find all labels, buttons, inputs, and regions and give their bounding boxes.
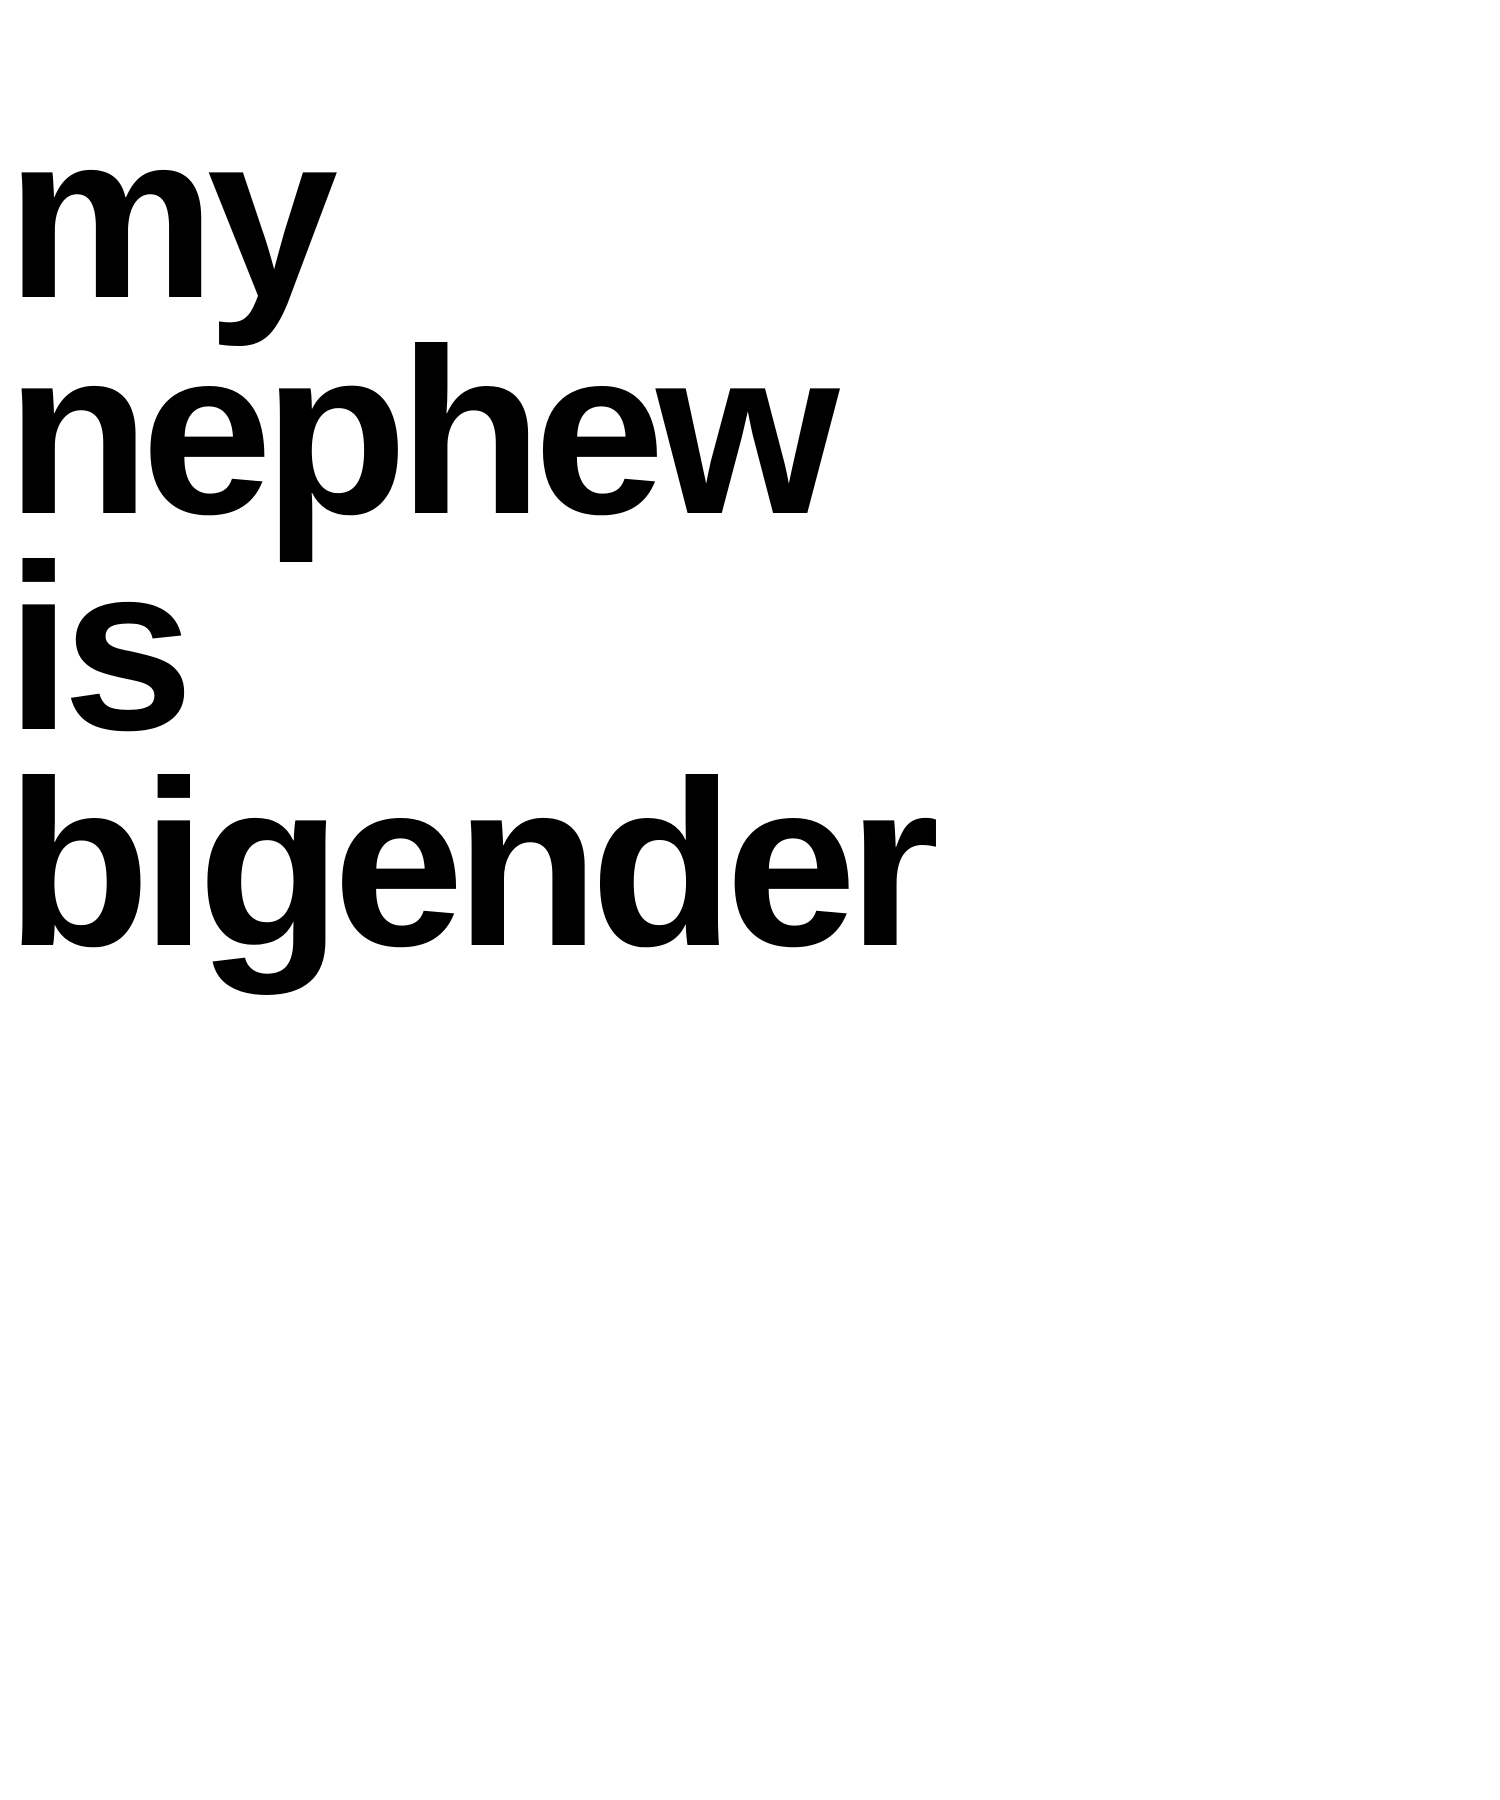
headline-line-4: bigender [6, 732, 931, 996]
headline [6, 84, 931, 996]
headline-line-2: nephew [6, 300, 831, 564]
headline-line-1: my [6, 84, 330, 348]
headline-line-3: is [6, 516, 185, 780]
